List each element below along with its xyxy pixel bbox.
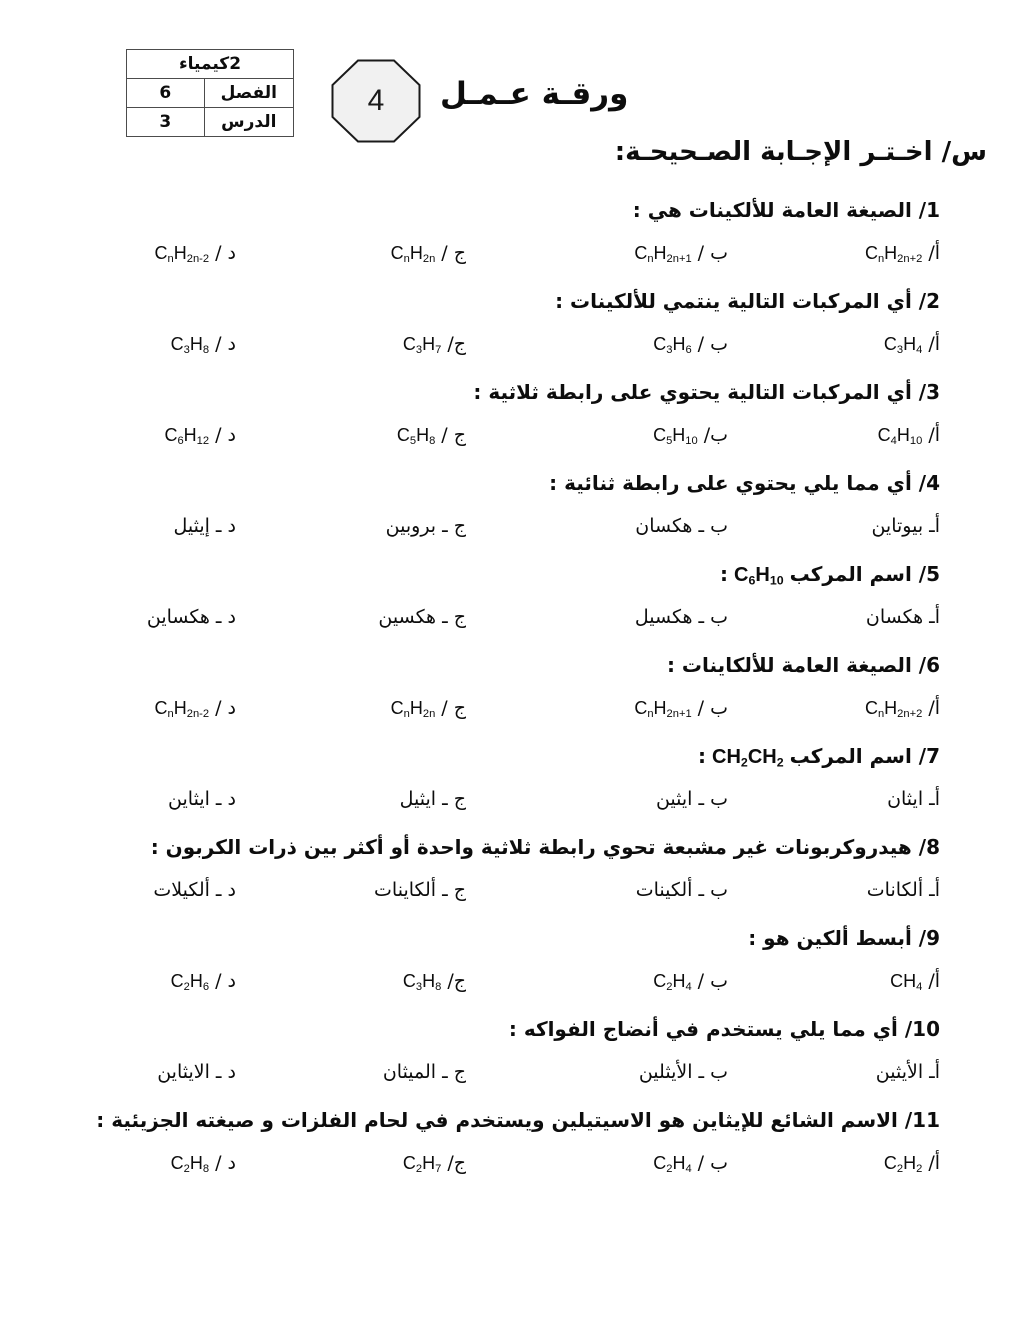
question-3-option-a: $أ/C_4H_{10}$ [877, 424, 940, 448]
question-2-option-b: ب $/C_3H_6$ [653, 333, 728, 357]
question-6-text: 6/ الصيغة العامة للألكاينات : [666, 653, 940, 677]
question-1-options [80, 242, 940, 264]
question-3-text: 3/ أي المركبات التالية يحتوي على رابطة ثلاثية : [473, 380, 940, 404]
question-4-option-a: أـ بيوتاين [871, 515, 940, 537]
question-1-text-main: 1/ الصيغة العامة للألكينات هي : [632, 198, 940, 222]
question-6-option-a: $أ/C_nH_{2n+2}$ [864, 697, 940, 721]
question-3-option-d: د $/C_6H_{12}$ [164, 424, 236, 448]
question-1-option-b: ب $/C_nH_{2n+1}$ [634, 242, 728, 266]
lesson-label-cell: الدرس [204, 108, 293, 137]
question-8 [0, 833, 1020, 924]
question-10-option-b: ب ـ الأيثلين [638, 1061, 728, 1083]
question-1 [0, 196, 1020, 287]
question-10-option-d: د ـ الايثاين [157, 1061, 236, 1083]
question-10 [0, 1015, 1020, 1106]
question-9-option-a: $أ/CH_4$ [890, 970, 940, 994]
question-8-options [80, 879, 940, 901]
question-3-option-b: $ب/C_5H_{10}$ [653, 424, 728, 448]
question-9-options [80, 970, 940, 992]
question-11-option-c: $ج/C_2H_7$ [402, 1152, 466, 1176]
question-11-option-a: $أ/C_2H_2$ [883, 1152, 940, 1176]
question-7-option-d: د ـ ايثاين [168, 788, 236, 810]
question-7 [0, 742, 1020, 833]
question-11-options [80, 1152, 940, 1174]
question-10-option-c: ج ـ الميثان [382, 1061, 466, 1083]
question-8-option-c: ج ـ ألكاينات [374, 879, 466, 901]
question-4 [0, 469, 1020, 560]
question-3-option-c: ج $/C_5H_8$ [396, 424, 466, 448]
question-6-option-b: ب $/C_nH_{2n+1}$ [634, 697, 728, 721]
question-5-option-b: ب ـ هكسيل [634, 606, 728, 628]
worksheet-number: 4 [367, 84, 385, 117]
question-5-option-d: د ـ هكساين [146, 606, 236, 628]
questions-list [0, 196, 1020, 1197]
lesson-value-cell: 3 [127, 108, 205, 137]
question-7-option-b: ب ـ ايثين [655, 788, 728, 810]
question-11-text: 11/ الاسم الشائع للإيثاين هو الاسيتيلين ويستخدم في لحام الفلزات و صيغته الجزيئية : [96, 1108, 940, 1132]
question-1-option-c: ج $/C_nH_{2n}$ [390, 242, 466, 266]
question-8-option-d: د ـ ألكيلات [153, 879, 236, 901]
question-5-options [80, 606, 940, 628]
question-2-options [80, 333, 940, 355]
question-6 [0, 651, 1020, 742]
question-2-option-c: $ج/C_3H_7$ [402, 333, 466, 357]
question-11-option-b: ب $/C_2H_4$ [653, 1152, 728, 1176]
question-2 [0, 287, 1020, 378]
question-3-options [80, 424, 940, 446]
question-4-text: 4/ أي مما يلي يحتوي على رابطة ثنائية : [549, 471, 940, 495]
worksheet-number-badge [331, 59, 421, 143]
question-1-option-d: د $/C_nH_{2n-2}$ [154, 242, 236, 266]
question-8-option-b: ب ـ ألكينات [635, 879, 728, 901]
question-9-text: 9/ أبسط ألكين هو : [748, 926, 940, 950]
chapter-label-cell: الفصل [204, 79, 293, 108]
question-9-option-c: $ج/C_3H_8$ [402, 970, 466, 994]
question-6-option-c: ج $/C_nH_{2n}$ [390, 697, 466, 721]
question-10-text: 10/ أي مما يلي يستخدم في أنضاج الفواكه : [508, 1017, 940, 1041]
question-4-options [80, 515, 940, 537]
course-info-table [126, 49, 294, 137]
question-7-option-c: ج ـ ايثيل [399, 788, 466, 810]
question-6-options [80, 697, 940, 719]
question-2-option-a: $أ/C_3H_4$ [883, 333, 940, 357]
question-5-text: 5/ اسم $المركبC_6H_{10}$: [720, 562, 940, 588]
question-7-formula: $CH_2CH_2$ [712, 746, 784, 770]
question-4-option-c: ج ـ بروبين [385, 515, 466, 537]
question-2-option-d: د $/C_3H_8$ [170, 333, 236, 357]
question-7-option-a: أـ ايثان [887, 788, 940, 810]
question-11 [0, 1106, 1020, 1197]
question-9-option-b: ب $/C_2H_4$ [653, 970, 728, 994]
question-10-option-a: أـ الأيثين [875, 1061, 940, 1083]
question-3 [0, 378, 1020, 469]
question-11-option-d: د $/C_2H_8$ [170, 1152, 236, 1176]
question-5-option-c: ج ـ هكسين [378, 606, 466, 628]
question-7-options [80, 788, 940, 810]
course-title-cell: 2كيمياء [127, 50, 294, 79]
question-5-option-a: أـ هكسان [865, 606, 940, 628]
question-5-formula: $C_6H_{10}$ [734, 564, 784, 588]
question-10-options [80, 1061, 940, 1083]
question-9-option-d: د $/C_2H_6$ [170, 970, 236, 994]
question-5 [0, 560, 1020, 651]
question-6-option-d: د $/C_nH_{2n-2}$ [154, 697, 236, 721]
question-4-option-d: د ـ إيثيل [173, 515, 236, 537]
question-8-option-a: أـ ألكانات [866, 879, 940, 901]
question-1-text [80, 196, 940, 242]
chapter-value-cell: 6 [127, 79, 205, 108]
question-4-option-b: ب ـ هكسان [635, 515, 728, 537]
question-7-text: 7/ اسم $المركبCH_2CH_2$: [698, 744, 940, 770]
worksheet-title: ورقـة عـمـل [440, 76, 629, 112]
question-2-text: 2/ أي المركبات التالية ينتمي للألكينات : [555, 289, 940, 313]
choose-answer-prompt: س/ اخـتـر الإجـابة الصـحيحـة: [614, 137, 987, 167]
question-1-option-a: $أ/C_nH_{2n+2}$ [864, 242, 940, 266]
question-9 [0, 924, 1020, 1015]
question-8-text: 8/ هيدروكربونات غير مشبعة تحوي رابطة ثلاثية واحدة أو أكثر بين ذرات الكربون : [150, 835, 940, 859]
